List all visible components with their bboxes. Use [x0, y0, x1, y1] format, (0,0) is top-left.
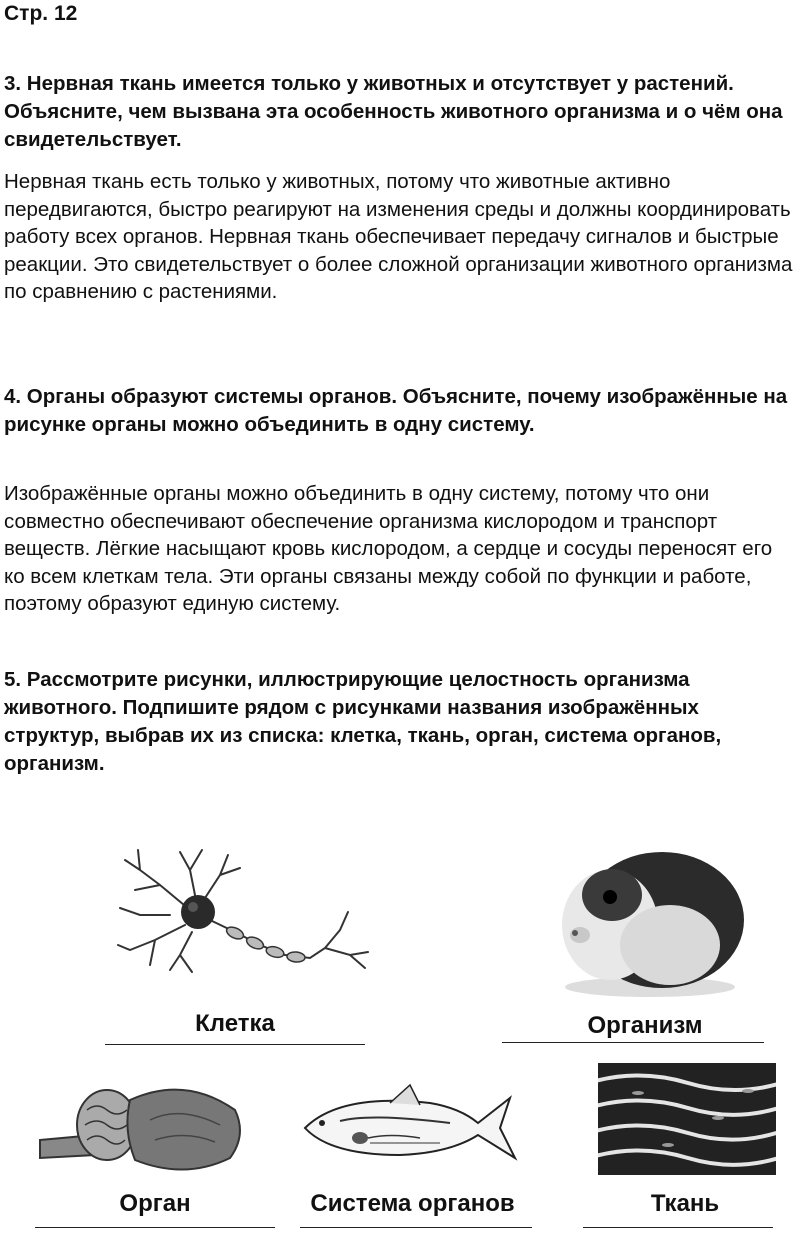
fish-image [300, 1083, 520, 1168]
label-tissue: Ткань [650, 1190, 720, 1217]
guinea-pig-image [550, 825, 750, 1000]
answer-line-tissue [583, 1227, 773, 1228]
tissue-image [598, 1063, 776, 1175]
question-4: 4. Органы образуют системы органов. Объясните, почему изображённые на рисунке органы можно объединить в одну систему. [4, 385, 788, 436]
brain-image [35, 1080, 250, 1185]
question-5: 5. Рассмотрите рисунки, иллюстрирующие целостность организма животного. Подпишите рядом с рисунками названия изображённых структур, выбрав их из списка: клетка, ткань, орган, система органов, организм. [4, 668, 722, 775]
answer-3: Нервная ткань есть только у животных, потому что животные активно передвигаются, быстро реагируют на изменения среды и должны координировать работу всех органов. Нервная ткань обеспечивает передачу сигналов и быстрые реакции. Это свидетельствует о более сложной организации животного организма по сравнению с растениями. [4, 170, 793, 303]
label-organ-system: Система органов [310, 1190, 515, 1217]
page-number: Стр. 12 [4, 2, 78, 25]
question-3: 3. Нервная ткань имеется только у животных и отсутствует у растений. Объясните, чем вызвана эта особенность животного организма и о чём она свидетельствует. [4, 72, 783, 151]
answer-line-organ-system [300, 1227, 532, 1228]
neuron-image [110, 840, 380, 980]
answer-4: Изображённые органы можно объединить в одну систему, потому что они совместно обеспечивают обеспечение организма кислородом и транспорт веществ. Лёгкие насыщают кровь кислородом, а сердце и сосуды переносят его ко всем клеткам тела. Эти органы связаны между собой по функции и работе, поэтому образуют единую систему. [4, 482, 773, 615]
answer-line-organism [502, 1042, 764, 1043]
answer-line-cell [105, 1044, 365, 1045]
label-organ: Орган [119, 1190, 191, 1217]
label-organism: Организм [587, 1012, 703, 1039]
answer-line-organ [35, 1227, 275, 1228]
label-cell: Клетка [195, 1010, 275, 1037]
